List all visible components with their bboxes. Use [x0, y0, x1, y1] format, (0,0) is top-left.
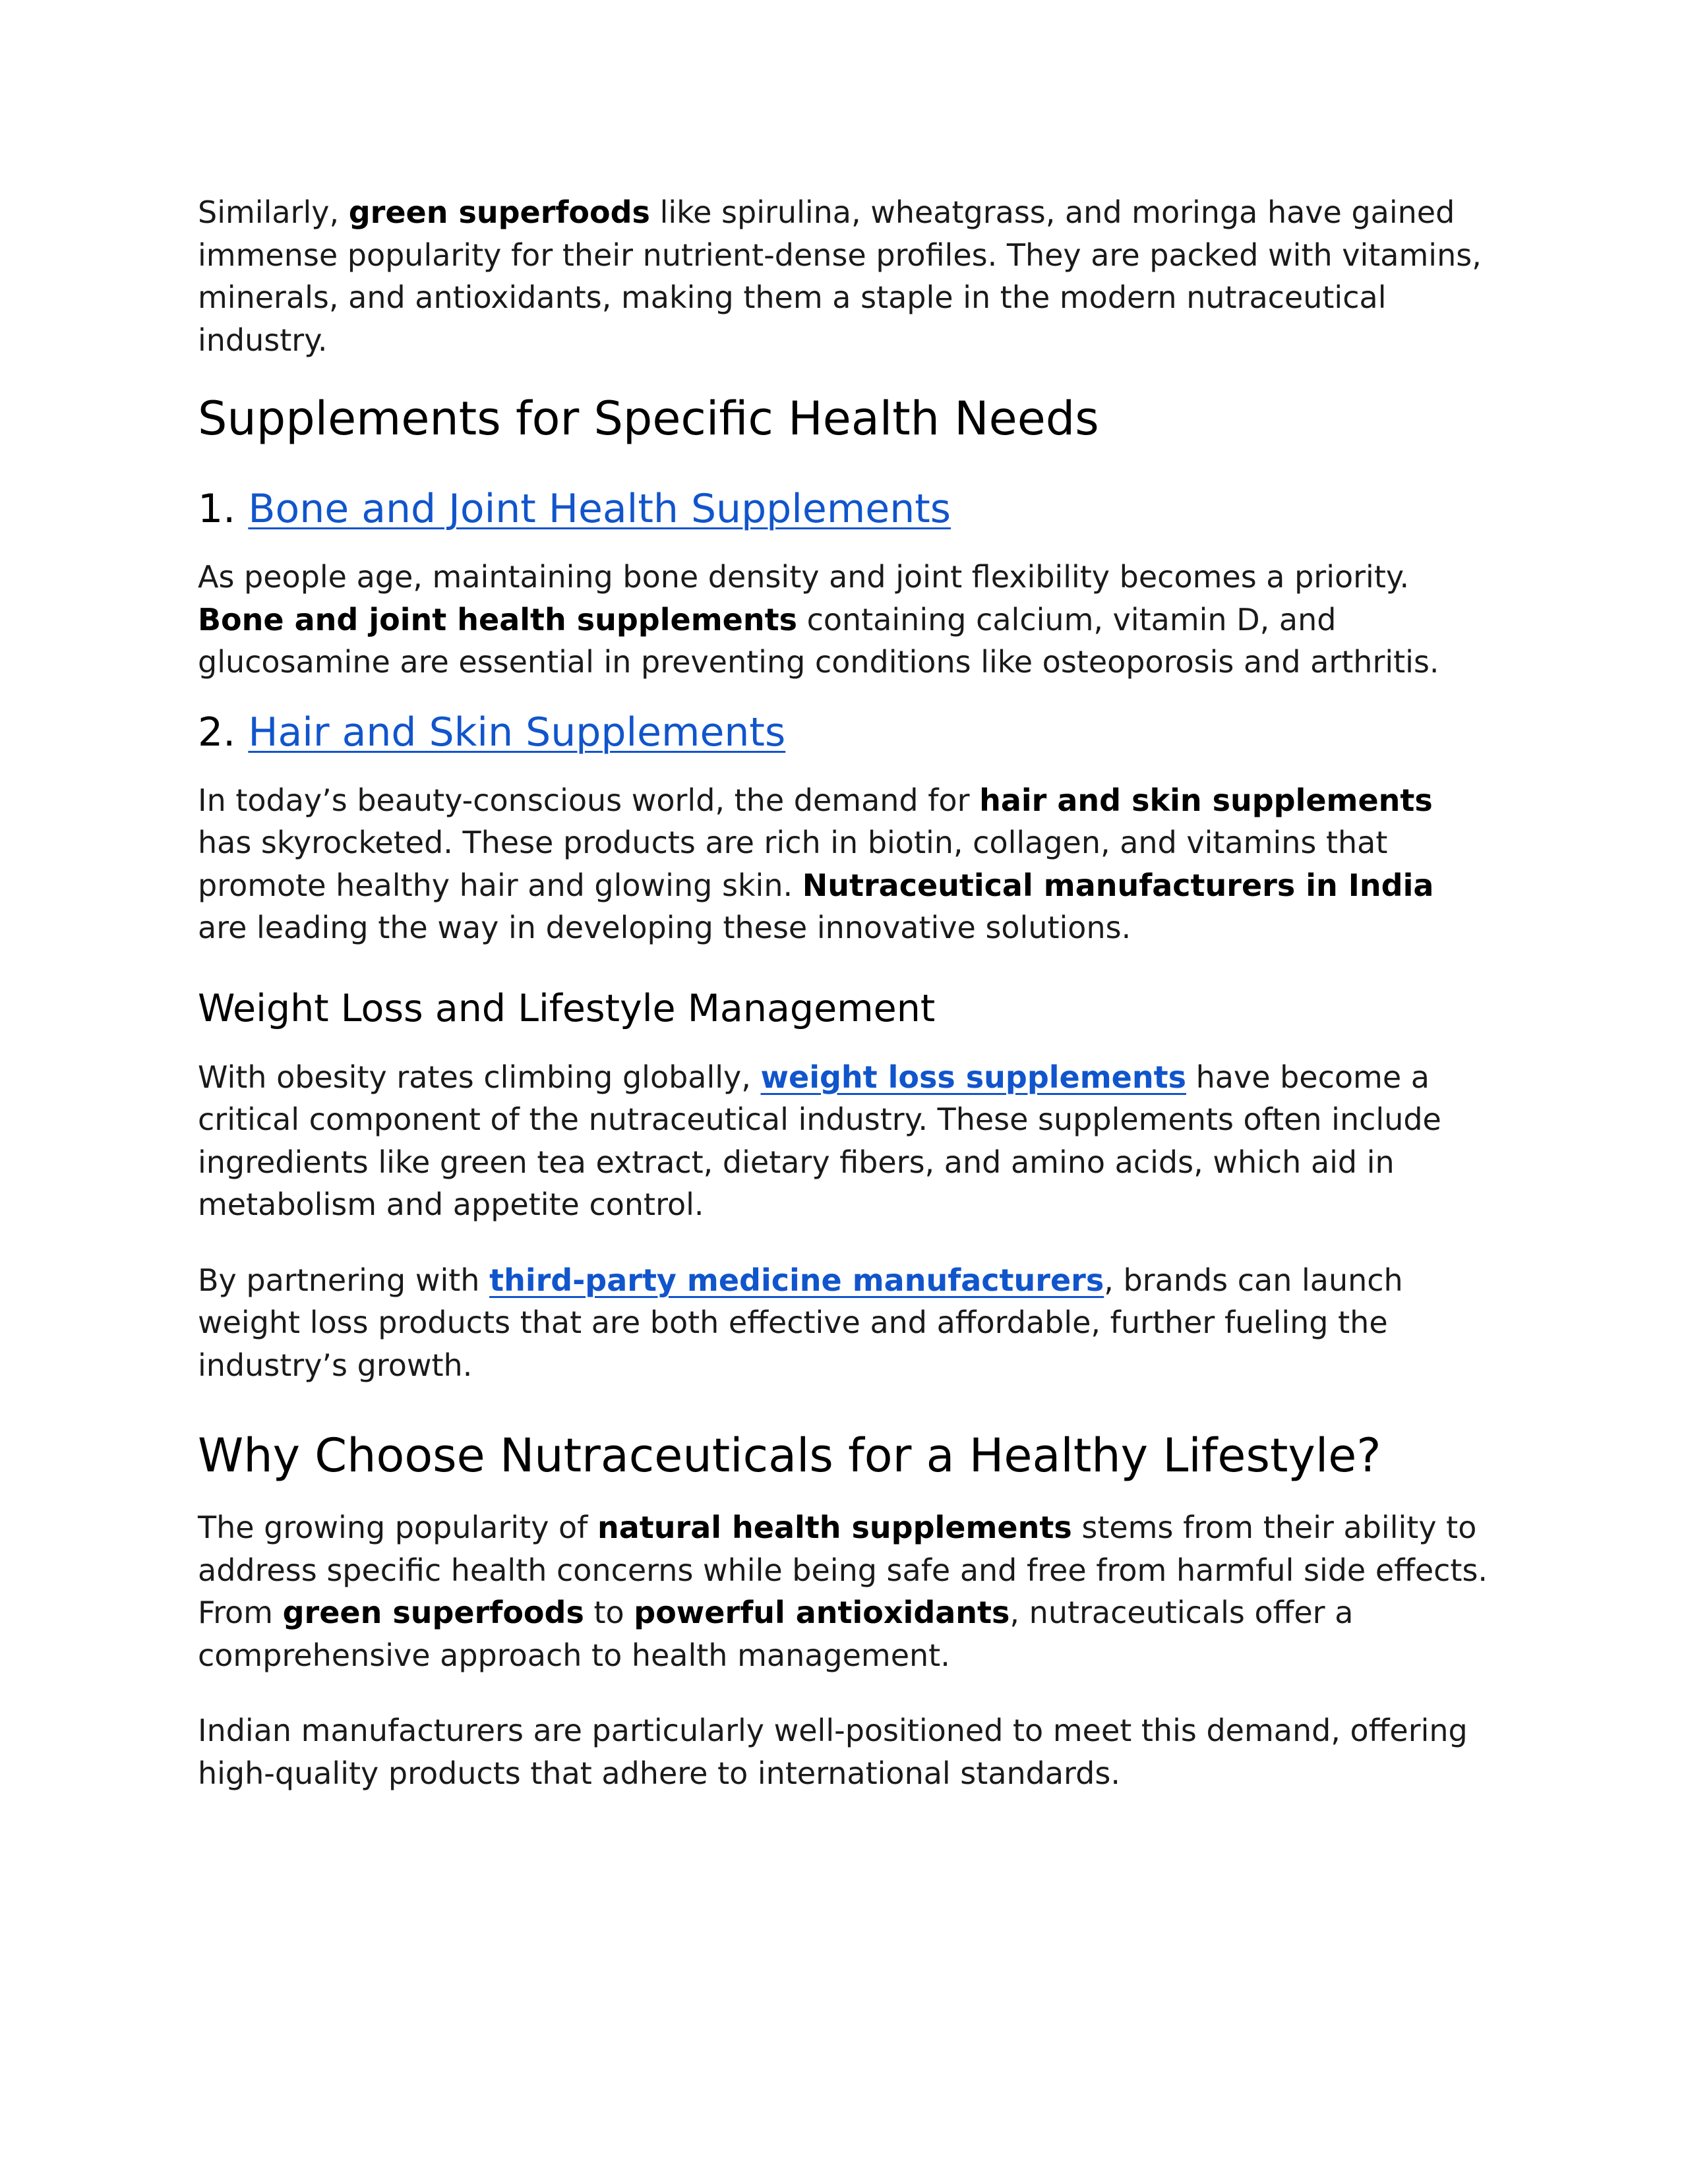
- bold-natural-health-supplements: natural health supplements: [597, 1510, 1072, 1545]
- paragraph-why-1: The growing popularity of natural health supplements stems from their ability to address specific health concerns while being safe and free from harmful side effects. From green superfoods to powerful antioxidants, nutraceuticals offer a comprehensive approach to health management.: [198, 1510, 1488, 1673]
- intro-paragraph: Similarly, green superfoods like spirulina, wheatgrass, and moringa have gained immense popularity for their nutrient-dense profiles. They are packed with vitamins, minerals, and antioxidants, making them a staple in the modern nutraceutical industry.: [198, 194, 1482, 358]
- subheading-bone-joint: 1. Bone and Joint Health Supplements: [198, 486, 951, 532]
- bold-bone-joint-supplements: Bone and joint health supplements: [198, 601, 797, 637]
- paragraph-weight-loss-1: With obesity rates climbing globally, weight loss supplements have become a critical component of the nutraceutical industry. These supplements often include ingredients like green tea extract, dietary fibers, and amino acids, which aid in metabolism and appetite control.: [198, 1059, 1441, 1222]
- bold-powerful-antioxidants: powerful antioxidants: [634, 1595, 1010, 1630]
- link-third-party-manufacturers[interactable]: third-party medicine manufacturers: [489, 1262, 1104, 1298]
- link-bone-joint-supplements[interactable]: Bone and Joint Health Supplements: [248, 486, 951, 532]
- link-weight-loss-supplements[interactable]: weight loss supplements: [760, 1059, 1186, 1095]
- section-heading-why-nutraceuticals: Why Choose Nutraceuticals for a Healthy Lifestyle?: [198, 1429, 1381, 1483]
- document-page: [198, 191, 1490, 1794]
- paragraph-why-2: Indian manufacturers are particularly well-positioned to meet this demand, offering high-quality products that adhere to international standards.: [198, 1713, 1468, 1791]
- bold-green-superfoods: green superfoods: [348, 194, 650, 230]
- bold-nutraceutical-manufacturers-india: Nutraceutical manufacturers in India: [802, 867, 1434, 903]
- subheading-hair-skin: 2. Hair and Skin Supplements: [198, 709, 786, 755]
- paragraph-weight-loss-2: By partnering with third-party medicine manufacturers, brands can launch weight loss products that are both effective and affordable, further fueling the industry’s growth.: [198, 1262, 1403, 1383]
- paragraph-hair-skin: In today’s beauty-conscious world, the demand for hair and skin supplements has skyrocketed. These products are rich in biotin, collagen, and vitamins that promote healthy hair and glowing skin. Nutraceutical manufacturers in India are leading the way in developing these innovative solutions.: [198, 782, 1434, 945]
- section-heading-specific-health: Supplements for Specific Health Needs: [198, 392, 1099, 446]
- bold-green-superfoods-2: green superfoods: [282, 1595, 584, 1630]
- section-heading-weight-loss: Weight Loss and Lifestyle Management: [198, 986, 936, 1030]
- link-hair-skin-supplements[interactable]: Hair and Skin Supplements: [248, 709, 786, 755]
- paragraph-bone-joint: As people age, maintaining bone density and joint flexibility becomes a priority. Bone and joint health supplements containing calcium, vitamin D, and glucosamine are essential in preventing conditions like osteoporosis and arthritis.: [198, 559, 1439, 680]
- bold-hair-skin-supplements: hair and skin supplements: [979, 782, 1433, 818]
